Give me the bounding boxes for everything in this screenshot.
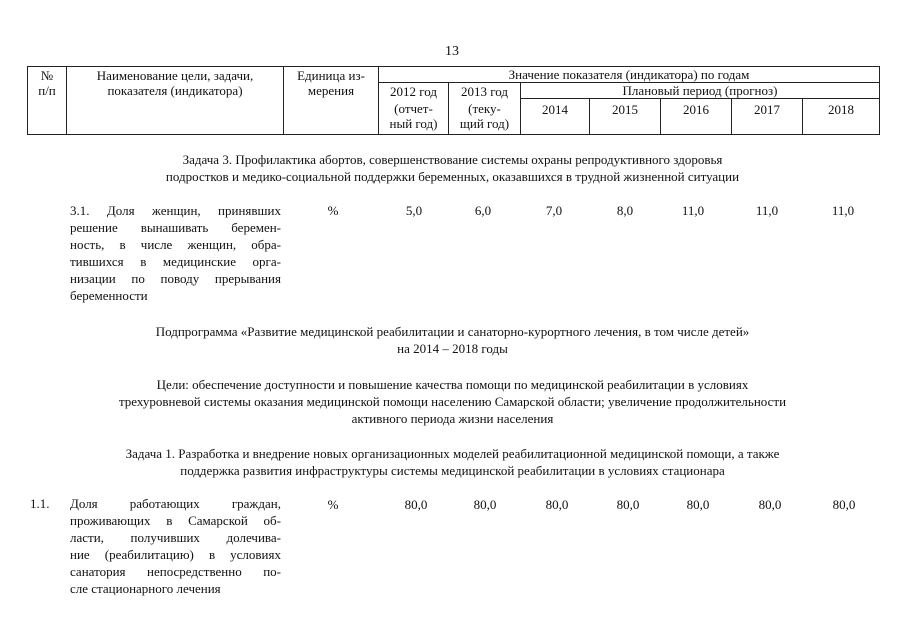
row-1-1-value-2018: 80,0 [832, 497, 856, 512]
header-year-2018: 2018 [828, 102, 854, 117]
row-3-1-value-2017: 11,0 [755, 203, 779, 218]
header-unit: Единица из- мерения [297, 68, 365, 98]
row-3-1-name: 3.1. Доля женщин, принявших решение вынашивать беремен- ность, в числе женщин, обра- тившихся в медицинские орга- низации по поводу прерывания беременности [70, 203, 281, 303]
task3-heading: Задача 3. Профилактика абортов, совершенствование системы охраны репродуктивного здоровья подростков и медико-социальной поддержки беременных, оказавшихся в трудной жизненной ситуации [165, 152, 740, 184]
row-1-1-unit: % [327, 497, 339, 512]
row-1-1-value-2012: 80,0 [404, 497, 428, 512]
row-1-1-number: 1.1. [30, 496, 50, 511]
header-plan-title: Плановый период (прогноз) [622, 83, 778, 98]
row-1-1-value-2015: 80,0 [616, 497, 640, 512]
header-year-2014: 2014 [542, 102, 568, 117]
row-1-1-name: Доля работающих граждан, проживающих в Самарской об- ласти, получивших долечива- ние (реабилитацию) в условиях санатория непосредственно по- сле стационарного лечения [70, 496, 281, 596]
task1-heading: Задача 1. Разработка и внедрение новых организационных моделей реабилитационной медицинской помощи, а также поддержка развития инфраструктуры системы медицинской реабилитации в условиях стационара [125, 446, 780, 478]
header-plan-divider [520, 98, 880, 99]
row-3-1-value-2014: 7,0 [545, 203, 563, 218]
row-1-1-value-2014: 80,0 [545, 497, 569, 512]
header-num: № п/п [38, 68, 56, 98]
header-name: Наименование цели, задачи, показателя (индикатора) [96, 68, 254, 98]
row-3-1-value-2013: 6,0 [474, 203, 492, 218]
header-values-title: Значение показателя (индикатора) по годам [508, 67, 750, 82]
subprogram-heading: Подпрограмма «Развитие медицинской реабилитации и санаторно-курортного лечения, в том числе детей» на 2014 – 2018 годы [155, 324, 750, 356]
row-3-1-value-2012: 5,0 [405, 203, 423, 218]
header-year-2017: 2017 [754, 102, 780, 117]
header-year-2015: 2015 [612, 102, 638, 117]
page-number: 13 [445, 44, 459, 59]
row-3-1-value-2018: 11,0 [831, 203, 855, 218]
header-year-2013: 2013 год (теку- щий год) [459, 84, 510, 131]
row-3-1-value-2015: 8,0 [616, 203, 634, 218]
header-bottom-border [27, 134, 880, 135]
row-1-1-value-2017: 80,0 [758, 497, 782, 512]
row-1-1-value-2016: 80,0 [686, 497, 710, 512]
header-year-2012: 2012 год (отчет- ный год) [389, 84, 438, 131]
header-year-2016: 2016 [683, 102, 709, 117]
row-3-1-value-2016: 11,0 [681, 203, 705, 218]
row-1-1-value-2013: 80,0 [473, 497, 497, 512]
goals-paragraph: Цели: обеспечение доступности и повышение качества помощи по медицинской реабилитации в условиях трехуровневой системы оказания медицинской помощи населению Самарской области; увеличение продолжительности активного периода жизни населения [118, 377, 787, 426]
row-3-1-unit: % [327, 203, 339, 218]
